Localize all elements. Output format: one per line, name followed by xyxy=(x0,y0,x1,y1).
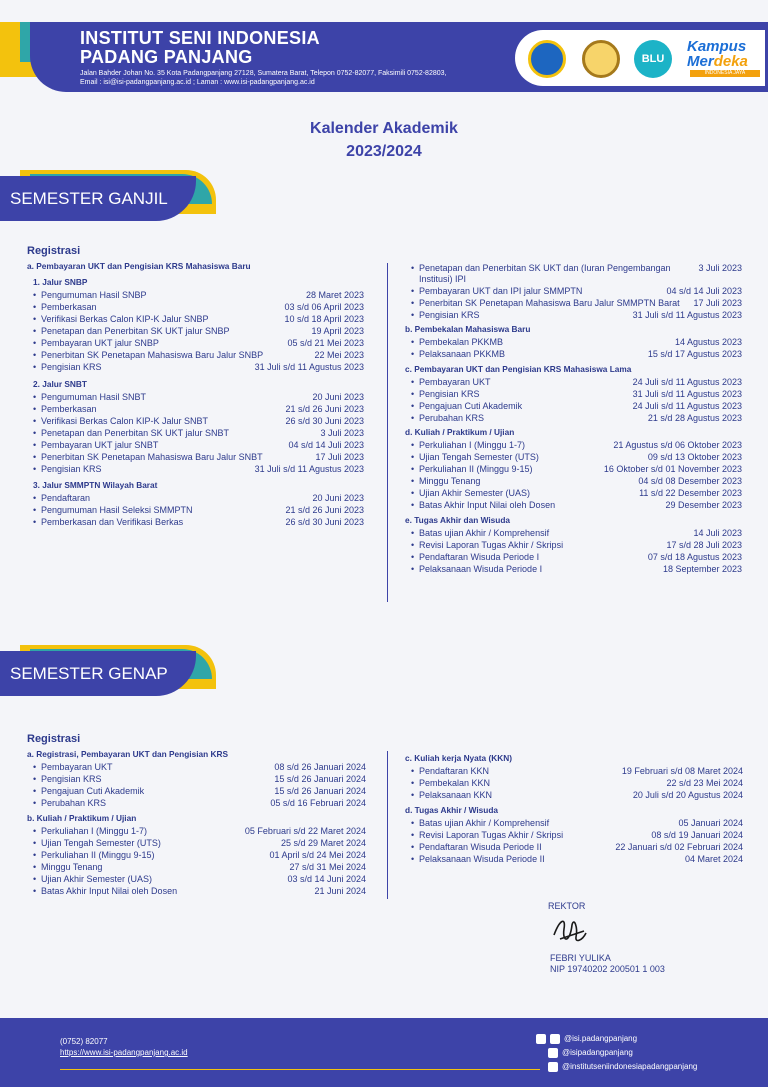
section-heading: c. Pembayaran UKT dan Pengisian KRS Mahasiswa Lama xyxy=(405,363,632,374)
item-date: 05 s/d 21 Mei 2023 xyxy=(287,338,364,348)
item-label: • Perubahan KRS xyxy=(27,798,106,809)
list-item xyxy=(27,464,364,475)
footer-website-link[interactable]: https://www.isi-padangpanjang.ac.id xyxy=(60,1048,188,1057)
kampus-merdeka-logo-line1: Kampus xyxy=(687,38,747,55)
item-list xyxy=(405,440,742,511)
item-list xyxy=(405,377,742,424)
list-item xyxy=(27,862,366,873)
item-label: • Pelaksanaan Wisuda Periode I xyxy=(405,564,542,575)
item-date: 03 s/d 14 Juni 2024 xyxy=(287,873,366,884)
list-item xyxy=(405,778,743,789)
item-label: • Penerbitan SK Penetapan Mahasiswa Baru Jalur SMMPTN Barat xyxy=(405,298,680,309)
item-date: 04 Maret 2024 xyxy=(684,853,743,864)
item-label: • Pemberkasan xyxy=(27,302,97,313)
item-date: 09 s/d 13 Oktober 2023 xyxy=(647,452,742,462)
item-label: • Penerbitan SK Penetapan Mahasiswa Baru Jalur SNBP xyxy=(27,350,263,361)
item-date: 26 s/d 30 Juni 2023 xyxy=(285,517,364,527)
item-list xyxy=(405,337,742,360)
genap-left-column xyxy=(27,733,366,898)
list-item xyxy=(405,842,743,853)
footer-phone: (0752) 82077 xyxy=(60,1037,108,1046)
genap-right-column xyxy=(405,749,743,866)
list-item xyxy=(27,838,366,849)
kampus-merdeka-tagline: INDONESIA JAYA xyxy=(690,70,760,77)
item-date: 24 Juli s/d 11 Agustus 2023 xyxy=(632,376,742,387)
item-date: 22 s/d 23 Mei 2024 xyxy=(666,778,743,788)
list-item xyxy=(405,488,742,499)
list-item xyxy=(27,517,364,528)
item-label: • Minggu Tenang xyxy=(27,862,102,873)
item-label: • Pendaftaran Wisuda Periode II xyxy=(405,842,542,853)
item-label: • Pemberkasan xyxy=(27,404,97,415)
item-label: • Pembayaran UKT jalur SNBT xyxy=(27,440,158,451)
item-date: 20 Juni 2023 xyxy=(312,391,364,402)
item-date: 14 Agustus 2023 xyxy=(674,337,742,347)
item-date: 26 s/d 30 Juni 2023 xyxy=(285,415,364,426)
list-item xyxy=(27,314,364,325)
item-label: • Perkuliahan I (Minggu 1-7) xyxy=(405,440,525,451)
item-label: • Batas Akhir Input Nilai oleh Dosen xyxy=(27,886,177,897)
item-label: • Perkuliahan I (Minggu 1-7) xyxy=(27,826,147,837)
instagram-icon xyxy=(536,1034,546,1044)
section-heading: d. Tugas Akhir / Wisuda xyxy=(405,804,499,815)
kampus-merdeka-logo-line2: Merdeka xyxy=(687,53,748,70)
item-date: 28 Maret 2023 xyxy=(305,290,364,300)
item-date: 05 Januari 2024 xyxy=(678,817,743,828)
item-label: • Ujian Tengah Semester (UTS) xyxy=(405,452,539,463)
list-item xyxy=(27,774,366,785)
list-item xyxy=(405,528,742,539)
item-list xyxy=(405,818,743,865)
item-date: 11 s/d 22 Desember 2023 xyxy=(639,488,742,498)
page-title: Kalender Akademik xyxy=(310,120,458,137)
list-item xyxy=(27,404,364,415)
section-heading: a. Pembayaran UKT dan Pengisian KRS Mahasiswa Baru xyxy=(27,261,251,271)
registrasi-heading: Registrasi xyxy=(27,245,81,257)
item-label: • Pendaftaran xyxy=(27,493,90,504)
item-list xyxy=(27,826,366,897)
blu-logo: BLU xyxy=(634,40,672,78)
signatory-name: FEBRI YULIKA xyxy=(550,953,611,963)
item-label: • Pengisian KRS xyxy=(27,464,102,475)
list-item xyxy=(405,500,742,511)
ganjil-right-column xyxy=(405,263,742,576)
item-date: 10 s/d 18 April 2023 xyxy=(284,314,364,324)
item-label: • Pembekalan PKKMB xyxy=(405,337,503,348)
list-item xyxy=(405,552,742,563)
list-item xyxy=(27,392,364,403)
list-item xyxy=(27,290,364,301)
item-list xyxy=(27,762,366,809)
item-date: 3 Juli 2023 xyxy=(320,427,364,438)
item-date: 19 April 2023 xyxy=(311,326,364,336)
item-list xyxy=(27,290,364,373)
item-label: • Perkuliahan II (Minggu 9-15) xyxy=(27,850,155,861)
list-item xyxy=(405,286,742,297)
list-item xyxy=(405,452,742,463)
item-label: • Pendaftaran KKN xyxy=(405,766,489,777)
institution-address: Jalan Bahder Johan No. 35 Kota Padangpanjang 27128, Sumatera Barat, Telepon 0752-82077, Faksimili 0752-82803, xyxy=(80,70,447,77)
item-label: • Penerbitan SK Penetapan Mahasiswa Baru Jalur SNBT xyxy=(27,452,263,463)
item-list xyxy=(405,263,742,320)
item-date: 17 s/d 28 Juli 2023 xyxy=(666,539,742,550)
item-date: 25 s/d 29 Maret 2024 xyxy=(280,837,366,848)
item-label: • Pengajuan Cuti Akademik xyxy=(27,786,144,797)
item-list xyxy=(405,766,743,801)
genap-right-sections xyxy=(405,753,743,864)
section-heading: e. Tugas Akhir dan Wisuda xyxy=(405,514,511,525)
item-date: 31 Juli s/d 11 Agustus 2023 xyxy=(254,463,364,474)
section-heading: b. Kuliah / Praktikum / Ujian xyxy=(27,812,137,823)
footer-divider xyxy=(60,1069,540,1070)
item-list xyxy=(405,528,742,575)
ganjil-right-sections xyxy=(405,324,742,574)
ganjil-left-column xyxy=(27,245,364,529)
item-date: 17 Juli 2023 xyxy=(315,451,364,462)
item-date: 24 Juli s/d 11 Agustus 2023 xyxy=(632,400,742,411)
list-item xyxy=(27,493,364,504)
list-item xyxy=(27,762,366,773)
list-item xyxy=(405,818,743,829)
institution-city: PADANG PANJANG xyxy=(80,47,253,67)
item-label: • Pengisian KRS xyxy=(405,310,480,321)
list-item xyxy=(405,830,743,841)
item-label: • Pembayaran UKT jalur SNBP xyxy=(27,338,159,349)
list-item xyxy=(405,540,742,551)
list-item xyxy=(27,886,366,897)
institution-contact: Email : isi@isi-padangpanjang.ac.id ; Laman : www.isi-padangpanjang.ac.id xyxy=(80,79,315,86)
list-item xyxy=(27,505,364,516)
list-item xyxy=(27,850,366,861)
list-item xyxy=(405,337,742,348)
item-date: 08 s/d 26 Januari 2024 xyxy=(274,762,366,772)
item-label: • Pengisian KRS xyxy=(27,362,102,373)
item-label: • Penetapan dan Penerbitan SK UKT jalur SNBP xyxy=(27,326,229,337)
twitter-icon xyxy=(548,1048,558,1058)
footer-twitter[interactable]: @isipadangpanjang xyxy=(548,1048,633,1058)
item-label: • Pembayaran UKT xyxy=(27,762,113,773)
item-label: • Batas Akhir Input Nilai oleh Dosen xyxy=(405,500,555,511)
item-label: • Pengumuman Hasil Seleksi SMMPTN xyxy=(27,505,193,516)
list-item xyxy=(27,826,366,837)
item-label: • Penetapan dan Penerbitan SK UKT dan (Iuran Pengembangan Institusi) IPI xyxy=(405,263,690,284)
item-date: 29 Desember 2023 xyxy=(665,500,742,510)
item-label: • Batas ujian Akhir / Komprehensif xyxy=(405,818,549,829)
item-label: • Perkuliahan II (Minggu 9-15) xyxy=(405,464,533,475)
list-item xyxy=(27,326,364,337)
item-date: 19 Februari s/d 08 Maret 2024 xyxy=(621,766,743,776)
list-item xyxy=(27,798,366,809)
list-item xyxy=(405,298,742,309)
list-item xyxy=(405,413,742,424)
item-date: 15 s/d 26 Januari 2024 xyxy=(274,786,366,796)
list-item xyxy=(405,766,743,777)
item-date: 21 Agustus s/d 06 Oktober 2023 xyxy=(613,440,742,450)
item-date: 04 s/d 14 Juli 2023 xyxy=(288,439,364,450)
item-date: 07 s/d 18 Agustus 2023 xyxy=(647,551,742,562)
item-label: • Pengisian KRS xyxy=(405,389,480,400)
item-label: • Minggu Tenang xyxy=(405,476,480,487)
item-label: • Pembekalan KKN xyxy=(405,778,490,789)
list-item xyxy=(405,401,742,412)
list-item xyxy=(27,302,364,313)
list-item xyxy=(27,874,366,885)
item-label: • Revisi Laporan Tugas Akhir / Skripsi xyxy=(405,540,563,551)
item-date: 20 Juli s/d 20 Agustus 2024 xyxy=(632,790,743,800)
item-date: 05 Februari s/d 22 Maret 2024 xyxy=(244,825,366,836)
item-date: 01 April s/d 24 Mei 2024 xyxy=(269,849,366,860)
page-subtitle: 2023/2024 xyxy=(346,143,422,160)
item-date: 08 s/d 19 Januari 2024 xyxy=(651,829,743,840)
item-date: 3 Juli 2023 xyxy=(698,263,742,273)
item-label: • Pelaksanaan KKN xyxy=(405,790,492,801)
item-label: • Pemberkasan dan Verifikasi Berkas xyxy=(27,517,183,528)
item-date: 21 s/d 28 Agustus 2023 xyxy=(647,412,742,423)
ganjil-groups xyxy=(27,277,364,528)
item-date: 16 Oktober s/d 01 November 2023 xyxy=(603,464,742,474)
item-label: • Pelaksanaan PKKMB xyxy=(405,349,505,360)
column-divider xyxy=(387,263,388,602)
item-label: • Verifikasi Berkas Calon KIP-K Jalur SNBT xyxy=(27,416,208,427)
genap-left-sections xyxy=(27,749,366,896)
item-label: • Batas ujian Akhir / Komprehensif xyxy=(405,528,549,539)
section-heading: c. Kuliah kerja Nyata (KKN) xyxy=(405,753,512,763)
item-label: • Pelaksanaan Wisuda Periode II xyxy=(405,854,545,865)
signature-image xyxy=(550,913,590,949)
item-date: 03 s/d 06 April 2023 xyxy=(284,302,364,312)
item-date: 14 Juli 2023 xyxy=(693,527,742,538)
list-item xyxy=(27,338,364,349)
item-label: • Ujian Akhir Semester (UAS) xyxy=(405,488,530,499)
item-date: 05 s/d 16 Februari 2024 xyxy=(270,798,366,808)
registrasi-heading: Registrasi xyxy=(27,733,81,745)
list-item xyxy=(405,349,742,360)
semester-ganjil-label: SEMESTER GANJIL xyxy=(10,189,168,208)
list-item xyxy=(405,377,742,388)
list-item xyxy=(405,389,742,400)
list-item xyxy=(27,350,364,361)
item-label: • Ujian Akhir Semester (UAS) xyxy=(27,874,152,885)
semester-genap-banner xyxy=(0,651,200,696)
section-heading: 1. Jalur SNBP xyxy=(33,277,88,287)
footer-facebook[interactable]: @institutseniindonesiapadangpanjang xyxy=(548,1062,697,1072)
semester-genap-label: SEMESTER GENAP xyxy=(10,664,168,683)
item-date: 27 s/d 31 Mei 2024 xyxy=(289,861,366,872)
item-label: • Revisi Laporan Tugas Akhir / Skripsi xyxy=(405,830,563,841)
item-date: 21 s/d 26 Juni 2023 xyxy=(285,505,364,515)
item-label: • Pengajuan Cuti Akademik xyxy=(405,401,522,412)
list-item xyxy=(27,452,364,463)
signatory-nip: NIP 19740202 200501 1 003 xyxy=(550,964,665,974)
item-label: • Verifikasi Berkas Calon KIP-K Jalur SNBP xyxy=(27,314,209,325)
item-label: • Ujian Tengah Semester (UTS) xyxy=(27,838,161,849)
item-date: 31 Juli s/d 11 Agustus 2023 xyxy=(632,309,742,320)
list-item xyxy=(27,428,364,439)
footer-instagram-youtube[interactable]: @isi.padangpanjang xyxy=(536,1034,637,1044)
list-item xyxy=(405,440,742,451)
item-date: 15 s/d 17 Agustus 2023 xyxy=(647,349,742,359)
item-date: 20 Juni 2023 xyxy=(312,493,364,503)
item-date: 31 Juli s/d 11 Agustus 2023 xyxy=(254,362,364,372)
semester-ganjil-banner xyxy=(0,176,200,221)
item-date: 18 September 2023 xyxy=(662,563,742,574)
item-date: 22 Mei 2023 xyxy=(314,350,364,360)
item-label: • Penetapan dan Penerbitan SK UKT jalur SNBT xyxy=(27,428,229,439)
item-list xyxy=(27,392,364,475)
list-item xyxy=(405,263,742,284)
item-date: 21 s/d 26 Juni 2023 xyxy=(285,403,364,414)
list-item xyxy=(27,362,364,373)
list-item xyxy=(405,564,742,575)
section-heading: d. Kuliah / Praktikum / Ujian xyxy=(405,427,515,437)
list-item xyxy=(405,790,743,801)
facebook-icon xyxy=(548,1062,558,1072)
section-heading: 2. Jalur SNBT xyxy=(33,378,87,389)
list-item xyxy=(27,416,364,427)
column-divider xyxy=(387,751,388,899)
item-date: 15 s/d 26 Januari 2024 xyxy=(274,774,366,784)
signatory-role: REKTOR xyxy=(548,901,586,911)
list-item xyxy=(27,440,364,451)
item-date: 21 Juni 2024 xyxy=(314,885,366,896)
list-item xyxy=(27,786,366,797)
list-item xyxy=(405,476,742,487)
section-heading: a. Registrasi, Pembayaran UKT dan Pengisian KRS xyxy=(27,749,229,759)
youtube-icon xyxy=(550,1034,560,1044)
section-heading: b. Pembekalan Mahasiswa Baru xyxy=(405,324,531,334)
item-date: 17 Juli 2023 xyxy=(693,297,742,308)
item-date: 04 s/d 14 Juli 2023 xyxy=(666,285,742,296)
list-item xyxy=(405,310,742,321)
item-date: 04 s/d 08 Desember 2023 xyxy=(638,476,742,486)
list-item xyxy=(405,464,742,475)
kemendikbud-logo xyxy=(528,40,566,78)
item-label: • Pembayaran UKT dan IPI jalur SMMPTN xyxy=(405,286,582,297)
section-heading: 3. Jalur SMMPTN Wilayah Barat xyxy=(33,480,158,490)
item-date: 22 Januari s/d 02 Februari 2024 xyxy=(615,841,743,852)
list-item xyxy=(405,854,743,865)
isi-logo xyxy=(582,40,620,78)
header xyxy=(0,0,768,96)
item-label: • Pengisian KRS xyxy=(27,774,102,785)
item-list xyxy=(27,493,364,528)
institution-name: INSTITUT SENI INDONESIA xyxy=(80,28,320,48)
item-date: 31 Juli s/d 11 Agustus 2023 xyxy=(632,388,742,399)
item-label: • Pengumuman Hasil SNBP xyxy=(27,290,147,301)
item-label: • Pembayaran UKT xyxy=(405,377,491,388)
item-label: • Pendaftaran Wisuda Periode I xyxy=(405,552,539,563)
item-label: • Perubahan KRS xyxy=(405,413,484,424)
item-label: • Pengumuman Hasil SNBT xyxy=(27,392,146,403)
